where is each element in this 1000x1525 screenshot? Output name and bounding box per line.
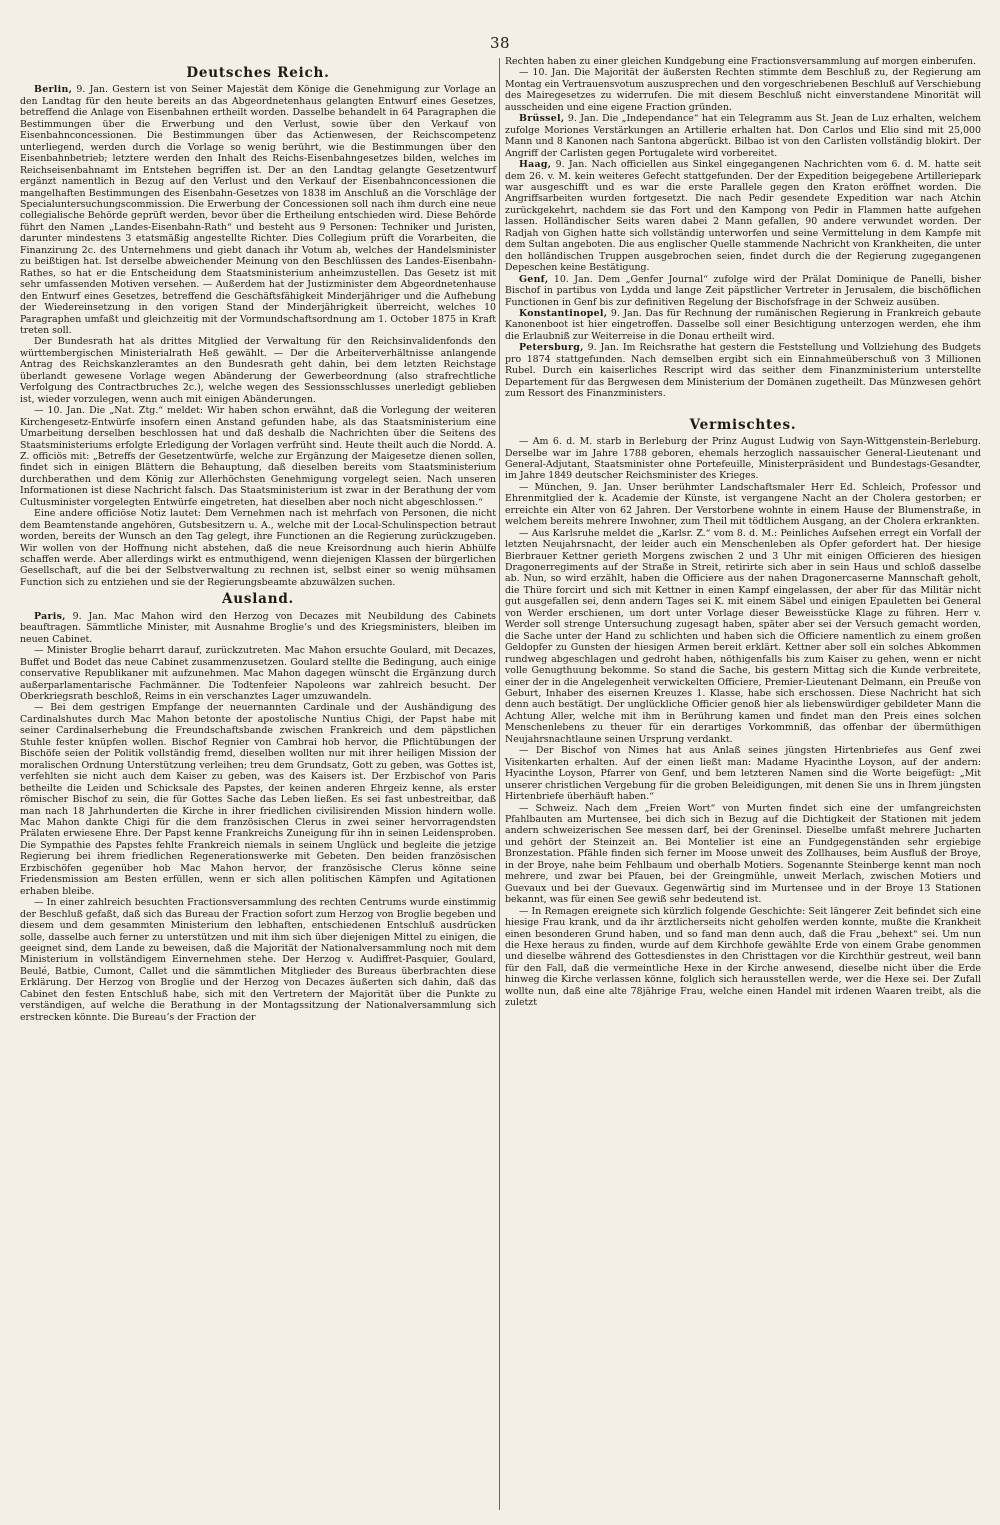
article-cardinale: — Bei dem gestrigen Empfange der neuernannten Cardinale und der Aushändigung des Cardinalshutes durch Mac Mahon betonte der apostolische Nuntius Chigi, der Papst habe mit seiner Cardinalserhebung die Freundschaftsbande zwischen Frankreich und dem päpstlichen Stuhle fester knüpfen wollen. Bischof Regnier von Cambrai hob hervor, die Pflichtübungen der Bischöfe seien der Politik vollständig fremd, dieselben wollten nur mit ihrer heiligen Mission der moralischen Ordnung Unterstützung verleihen; treu dem Grundsatz, Gott zu geben, was Gottes ist, verfehlten sie nicht auch dem Kaiser zu geben, was des Kaisers ist. Der Erzbischof von Paris betheilte die Leiden und Schicksale des Papstes, der keinen anderen Ehrgeiz kenne, als erster römischer Bischof zu sein, die für Gottes Sache das Leben ließen. Es sei fast unbestreitbar, daß man nach 18 Jahrhunderten die Kirche in ihrer friedlichen civilisirenden Mission hindern wolle. Mac Mahon dankte Chigi für die dem französischen Clerus in zwei seiner hervorragendsten Prälaten erwiesene Ehre. Der Papst kenne Frankreichs Zuneigung für ihn in seinen Leidensproben. Die Sympathie des Papstes fehlte Frankreich niemals in seinem Unglück und begleite die jetzige Regierung bei ihrem friedlichen Regenerationswerke mit Gebeten. Den beiden französischen Erzbischöfen gegenüber hob Mac Mahon hervor, der französische Clerus könne seine Friedensmission am Besten erfüllen, wenn er sich allen politischen Kämpfen und Agitationen erhaben bleibe. bbox=[20, 702, 496, 897]
column-divider bbox=[499, 58, 500, 1510]
article-genf-text: 10. Jan. Dem „Genfer Journal“ zufolge wird der Prälat Dominique de Panelli, bisher Bischof in partibus von Lydda und lange Zeit päpstlicher Vertreter in Jerusalem, die bischöflichen Functionen in Genf bis zur definitiven Regelung der Bischofsfrage in der Schweiz ausüben. bbox=[505, 273, 981, 308]
article-nimes: — Der Bischof von Nimes hat aus Anlaß seines jüngsten Hirtenbriefes aus Genf zwei Visitenkarten erhalten. Auf der einen ließt man: Madame Hyacinthe Loyson, auf der andern: Hyacinthe Loyson, Pfarrer von Genf, und bem letzteren Namen sind die Worte beigefügt: „Mit unserer christlichen Vergebung für die groben Beleidigungen, mit denen Sie uns in Ihrem jüngsten Hirtenbriefe überhäuft haben.“ bbox=[505, 745, 981, 803]
page-number: 38 bbox=[489, 34, 511, 52]
article-schweiz: — Schweiz. Nach dem „Freien Wort“ von Murten findet sich eine der umfangreichsten Pfahlbauten am Murtensee, bei dich sich in Bezug auf die Dichtigkeit der Stationen mit jedem andern schweizerischen See messen darf, bei der Greninsel. Dieselbe umfaßt mehrere Jucharten und gehört der Steinzeit an. Bei Montelier ist eine an Fundgegenständen sehr ergiebige Bronzestation. Pfähle finden sich ferner im Moose unweit des Zollhauses, beim Ausfluß der Broye, in der Broye, nahe beim Fehlbaum und oberhalb Motiers. Sogenannte Steinberge kennt man noch mehrere, und zwar bei Pfauen, bei der Greingmühle, unweit Merlach, zwischen Motiers und Guevaux und bei der Guevaux. Gegenwärtig sind im Murtensee und in der Broye 13 Stationen bekannt, was für einen See gewiß sehr bedeutend ist. bbox=[505, 802, 981, 906]
article-bruessel bbox=[505, 113, 981, 159]
article-broglie: — Minister Broglie beharrt darauf, zurückzutreten. Mac Mahon ersuchte Goulard, mit Decazes, Buffet und Bodet das neue Cabinet zusammenzusetzen. Goulard stellte die Bedingung, auch einige conservative Republikaner mit aufzunehmen. Mac Mahon dagegen wünscht die Ergänzung durch außerparlamentarische Fachmänner. Die Todtenfeier Napoleons war zahlreich besucht. Der Oberkriegsrath beschloß, Reims in ein verschanztes Lager umzuwandeln. bbox=[20, 645, 496, 703]
article-petersburg-text: 9. Jan. Im Reichsrathe hat gestern die Feststellung und Vollziehung des Budgets pro 1874 stattgefunden. Nach demselben ergibt sich ein Einnahmeüberschuß von 3 Millionen Rubel. Durch ein kaiserliches Rescript wird das seither dem Finanzministerium unterstellte Departement für das Bergwesen dem Ministerium der Domänen zugetheilt. Das Münzwesen gehört zum Ressort des Finanzministers. bbox=[505, 342, 981, 400]
right-column bbox=[505, 56, 981, 1009]
section-spacer bbox=[505, 400, 981, 414]
article-konstantinopel bbox=[505, 308, 981, 342]
section-heading-ausland: Ausland. bbox=[221, 591, 295, 608]
article-karlsruhe: — Aus Karlsruhe meldet die „Karlsr. Z.“ vom 8. d. M.: Peinliches Aufsehen erregt ein Vorfall der letzten Neujahrsnacht, der leider auch ein Menschenleben als Opfer gefordert hat. Der hiesige Bierbrauer Kettner gerieth Morgens zwischen 2 und 3 Uhr mit einigen Officieren des hiesigen Dragonerregiments auf der Straße in Streit, retirirte sich aber in sein Haus und schloß dasselbe ab. Nun, so wird erzählt, haben die Officiere aus der nahen Dragonercaserne Mannschaft geholt, die Thüre forcirt und sich mit Kettner in einen Kampf eingelassen, der aber für das Militär nicht gut ausgefallen sei, denn andern Tages sei K. mit einem Säbel und einigen Epauletten bei General von Werder erschienen, um dort unter Vorlage dieser Beweisstücke Klage zu führen. Herr v. Werder soll strenge Untersuchung zugesagt haben, später aber sei der Versuch gemacht worden, die Sache unter der Hand zu schlichten und haben sich die Officiere namentlich zu einem großen Geldopfer zu Gunsten der hiesigen Armen bereit erklärt. Kettner aber soll ein solches Abkommen rundweg abgeschlagen und gedroht haben, nöthigenfalls bis zum Kaiser zu gehen, wenn er nicht volle Genugthuung bekomme. So stand die Sache, bis gestern Mittag sich die Kunde verbreitete, einer der in die Angelegenheit verwickelten Officiere, Premier-Lieutenant Delmann, ein Preuße von Geburt, Inhaber des eisernen Kreuzes 1. Klasse, habe sich erschossen. Diese Nachricht hat sich denn auch bestätigt. Der unglückliche Officier genoß hier als liebenswürdiger gebildeter Mann die Achtung Aller, welche mit ihm in Berührung kamen und findet man den Preis eines solchen Menschenlebens zu theuer für ein derartiges Vorkommniß, das offenbar der übermüthigen Neujahrsnachtlaune seinen Ursprung verdankt. bbox=[505, 527, 981, 745]
dateline-genf: Genf, bbox=[519, 273, 549, 285]
article-petersburg bbox=[505, 342, 981, 399]
article-paris-text: 9. Jan. Mac Mahon wird den Herzog von Decazes mit Neubildung des Cabinets beauftragen. Sämmtliche Minister, mit Ausnahme Broglie’s und des Kriegsministers, bleiben im neuen Cabinet. bbox=[20, 610, 496, 645]
left-column bbox=[20, 56, 496, 1023]
article-bruessel-text: 9. Jan. Die „Independance“ hat ein Telegramm aus St. Jean de Luz erhalten, welchem zufolge Moriones Verstärkungen an Artillerie erhalten hat. Don Carlos und Elio sind mit 25,000 Mann und 8 Kanonen nach Santona abgerückt. Bilbao ist von den Carlisten vollständig blokirt. Der Angriff der Carlisten gegen Portugalete wird vorbereitet. bbox=[505, 113, 981, 159]
article-prinz: — Am 6. d. M. starb in Berleburg der Prinz August Ludwig von Sayn-Wittgenstein-Berleburg. Derselbe war im Jahre 1788 geboren, ehemals herzoglich nassauischer General-Lieutenant und General-Adjutant, Staatsminister ohne Portefeuille, Ministerpräsident und Bundestags-Gesandter, im Jahre 1849 deutscher Reichsminister des Krieges. bbox=[505, 436, 981, 482]
dateline-haag: Haag, bbox=[519, 159, 552, 171]
article-haag-text: 9. Jan. Nach officiellen aus Sinkel eingegangenen Nachrichten vom 6. d. M. hatte seit dem 26. v. M. kein weiteres Gefecht stattgefunden. Der der Expedition beigegebene Artilleriepark war ausgeschifft und es war die erste Parallele gegen den Kraton eröffnet worden. Die Angriffsarbeiten wurden fortgesetzt. Die nach Pedir gesendete Expedition war nach Atchin zurückgekehrt, nachdem sie das Fort und den Kampong von Pedir in Flammen hatte aufgehen lassen. Holländischer Seits waren dabei 2 Mann gefallen, 90 andere verwundet worden. Der Radjah von Gighen hatte sich vollständig unterworfen und seine Vermittelung in dem Kampfe mit dem Sultan angeboten. Die aus englischer Quelle stammende Nachricht von Krankheiten, die unter den holländischen Truppen ausgebrochen seien, findet durch die der Regierung zugegangenen Depeschen keine Bestätigung. bbox=[505, 159, 981, 274]
article-konstantinopel-text: 9. Jan. Das für Rechnung der rumänischen Regierung in Frankreich gebaute Kanonenboot ist hier eingetroffen. Dasselbe soll einer Besichtigung unterzogen werden, ehe ihm die Erlaubniß zur Weiterreise in die Donau ertheilt wird. bbox=[505, 307, 981, 342]
article-officioese-notiz: Eine andere officiöse Notiz lautet: Dem Vernehmen nach ist mehrfach von Personen, die nicht dem Beamtenstande angehören, Gutsbesitzern u. A., welche mit der Local-Schulinspection betraut worden, bereits der Wunsch an den Tag gelegt, ihre Functionen an die Regierung zurückzugeben. Wir wollen von der Hoffnung nicht abstehen, daß die neue Kreisordnung auch hierin Abhülfe schaffen werde. Aber allerdings wirkt es entmuthigend, wenn diejenigen Klassen der bürgerlichen Gesellschaft, auf die bei der Selbstverwaltung zu rechnen ist, selbst einer so wenig mühsamen Function sich zu entziehen und sie der Regierungsbeamte abzuwälzen suchen. bbox=[20, 508, 496, 588]
article-genf bbox=[505, 274, 981, 308]
dateline-berlin: Berlin, bbox=[34, 84, 73, 96]
article-majoritaet: — 10. Jan. Die Majorität der äußersten Rechten stimmte dem Beschluß zu, der Regierung am Montag ein Vertrauensvotum auszusprechen und den vorgeschriebenen Beschluß auf Verschiebung des Mairegesetzes zu widerrufen. Die mit diesem Beschluß nicht einverstandene Minorität will ausscheiden und eine eigene Fraction gründen. bbox=[505, 67, 981, 113]
article-muenchen: — München, 9. Jan. Unser berühmter Landschaftsmaler Herr Ed. Schleich, Professor und Ehrenmitglied der k. Academie der Künste, ist vergangene Nacht an der Cholera gestorben; er erreichte ein Alter von 62 Jahren. Der Verstorbene wohnte in einem Hause der Blumenstraße, in welchem bereits mehrere Inwohner, zum Theil mit tödtlichem Ausgang, an der Cholera erkrankten. bbox=[505, 481, 981, 528]
article-paris bbox=[20, 611, 496, 645]
dateline-bruessel: Brüssel, bbox=[519, 113, 565, 125]
article-remagen: — In Remagen ereignete sich kürzlich folgende Geschichte: Seit längerer Zeit befindet sich eine hiesige Frau krank, und da ihr ärztlicherseits nicht geholfen werden konnte, mußte die Krankheit einen besonderen Grund haben, und so fand man denn auch, daß die Frau „behext“ sei. Um nun die Hexe heraus zu finden, wurde auf dem Kirchhofe gewählte Erde von einem Grabe genommen und dieselbe während des Gottesdienstes in den Christtagen vor die Kirchthür gestreut, weil bann für den Fall, daß die vermeintliche Hexe in der Kirche anwesend, dieselbe nicht über die Erde hinweg die Kirche verlassen könne, folglich sich herausstellen werde, wer die Hexe sei. Der Zufall wollte nun, daß eine alte 78jährige Frau, welche einen Handel mit irdenen Waaren treibt, als die zuletzt bbox=[505, 905, 981, 1009]
section-heading-vermischtes: Vermischtes. bbox=[689, 416, 797, 433]
section-heading-deutsches-reich: Deutsches Reich. bbox=[186, 65, 330, 81]
article-berlin bbox=[20, 84, 496, 336]
article-fractionsversammlung: — In einer zahlreich besuchten Fractionsversammlung des rechten Centrums wurde einstimmig der Beschluß gefaßt, daß sich das Bureau der Fraction sofort zum Herzog von Broglie begeben und diesem und dem gesammten Ministerium den lebhaften, entschiedenen Entschluß ausdrücken solle, dasselbe auch ferner zu unterstützen und mit ihm sich über diejenigen Mittel zu einigen, die geeignet sind, dem Lande zu beweisen, daß die Majorität der Nationalversammlung noch mit dem Ministerium in vollständigem Einvernehmen stehe. Der Herzog v. Audiffret-Pasquier, Goulard, Beulé, Batbie, Cumont, Callet und die sämmtlichen Mitglieder des Bureaus überbrachten diese Erklärung. Der Herzog von Broglie und der Herzog von Decazes äußerten sich dahin, daß das Cabinet den festen Entschluß habe, sich mit den Vertretern der Majorität über die Punkte zu verständigen, auf welche die Berathung in der Montagssitzung der Nationalversammlung sich erstrecken könnte. Die Bureau’s der Fraction der bbox=[20, 897, 496, 1023]
dateline-paris: Paris, bbox=[34, 610, 66, 622]
article-continuation: Rechten haben zu einer gleichen Kundgebung eine Fractionsversammlung auf morgen einberufen. bbox=[505, 56, 976, 67]
article-bundesrath: Der Bundesrath hat als drittes Mitglied der Verwaltung für den Reichsinvalidenfonds den württembergischen Ministerialrath Heß gewählt. — Der die Arbeiterverhältnisse anlangende Antrag des Reichskanzleramtes an den Bundesrath geht dahin, bei dem letzten Reichstage überlandt gewesene Vorlage wegen Abänderung der Gewerbeordnung (also strafrechtliche Verfolgung des Contractbruches 2c.), welche wegen des Sessionsschlusses unerledigt geblieben ist, wieder vorzulegen, wenn auch mit einigen Abänderungen. bbox=[20, 336, 496, 405]
article-nat-ztg: — 10. Jan. Die „Nat. Ztg.“ meldet: Wir haben schon erwähnt, daß die Vorlegung der weiteren Kirchengesetz-Entwürfe insofern einen Anstand gefunden habe, als das Staatsministerium eine Umarbeitung derselben beschlossen hat und daß deshalb die Nachrichten über die Seitens des Staatsministeriums erfolgte Erledigung der Vorlagen verfrüht sind. Heute theilt auch die Nordd. A. Z. officiös mit: „Betreffs der Gesetzentwürfe, welche zur Ergänzung der Maigesetze dienen sollen, findet sich in einigen Blättern die Behauptung, daß dieselben bereits vom Staatsministerium durchberathen und dem König zur Allerhöchsten Genehmigung vorgelegt seien. Nach unseren Informationen ist diese Nachricht falsch. Das Staatsministerium ist zwar in der Berathung der vom Cultusminister vorgelegten Entwürfe eingetreten, hat dieselben aber noch nicht abgeschlossen.“ bbox=[20, 405, 496, 508]
article-berlin-text: 9. Jan. Gestern ist von Seiner Majestät dem Könige die Genehmigung zur Vorlage an den Landtag für den heute bereits an das Abgeordnetenhaus gelangten Entwurf eines Gesetzes, betreffend die Anlage von Eisenbahnen ertheilt worden. Dasselbe behandelt in 64 Paragraphen die Bestimmungen über die Erwerbung und den Verlust, sowie über den Verkauf von Eisenbahnconcessionen. Die Bestimmungen über das Actienwesen, der Reichscompetenz unterliegend, werden durch die Vorlage so wenig berührt, wie die Bestimmungen über den Eisenbahnbetrieb; letztere werden den Inhalt des Reichs-Eisenbahngesetzes bilden, welches im Reichseisenbahnamt im Entstehen begriffen ist. Der an den Landtag gelangte Gesetzentwurf ergänzt namentlich in Bezug auf den Verlust und den Verkauf der Eisenbahnconcessionen die mangelhaften Bestimmungen des Eisenbahn-Gesetzes von 1838 im Anschluß an die Vorschläge der Specialuntersuchungscommission. Die Erwerbung der Concessionen soll nach ihm durch eine neue collegialische Behörde geprüft werden, bevor über die Ertheilung entschieden wird. Diese Behörde führt den Namen „Landes-Eisenbahn-Rath“ und besteht aus 9 Personen: Techniker und Juristen, darunter mindestens 3 etatsmäßig angestellte Richter. Dies Collegium prüft die Vorarbeiten, die Finanzirung 2c. des Unternehmens und giebt danach ihr Votum ab, welches der Handelsminister zu beißtigen hat. Ist derselbe abweichender Meinung von den Beschlüssen des Landes-Eisenbahn-Rathes, so hat er die Entscheidung dem Staatsministerium anheimzustellen. Das Gesetz ist mit sehr umfassenden Motiven versehen. — Außerdem hat der Justizminister dem Abgeordnetenhause den Entwurf eines Gesetzes, betreffend die Geschäftsfähigkeit Minderjähriger und die Aufhebung der Wiedereinsetzung in den vorigen Stand der Minderjährigkeit überreicht, welches 10 Paragraphen umfaßt und gleichzeitig mit der Vormundschaftsordnung am 1. October 1875 in Kraft treten soll. bbox=[20, 84, 496, 336]
dateline-petersburg: Petersburg, bbox=[519, 342, 584, 354]
article-haag bbox=[505, 159, 981, 274]
dateline-konstantinopel: Konstantinopel, bbox=[519, 307, 608, 319]
